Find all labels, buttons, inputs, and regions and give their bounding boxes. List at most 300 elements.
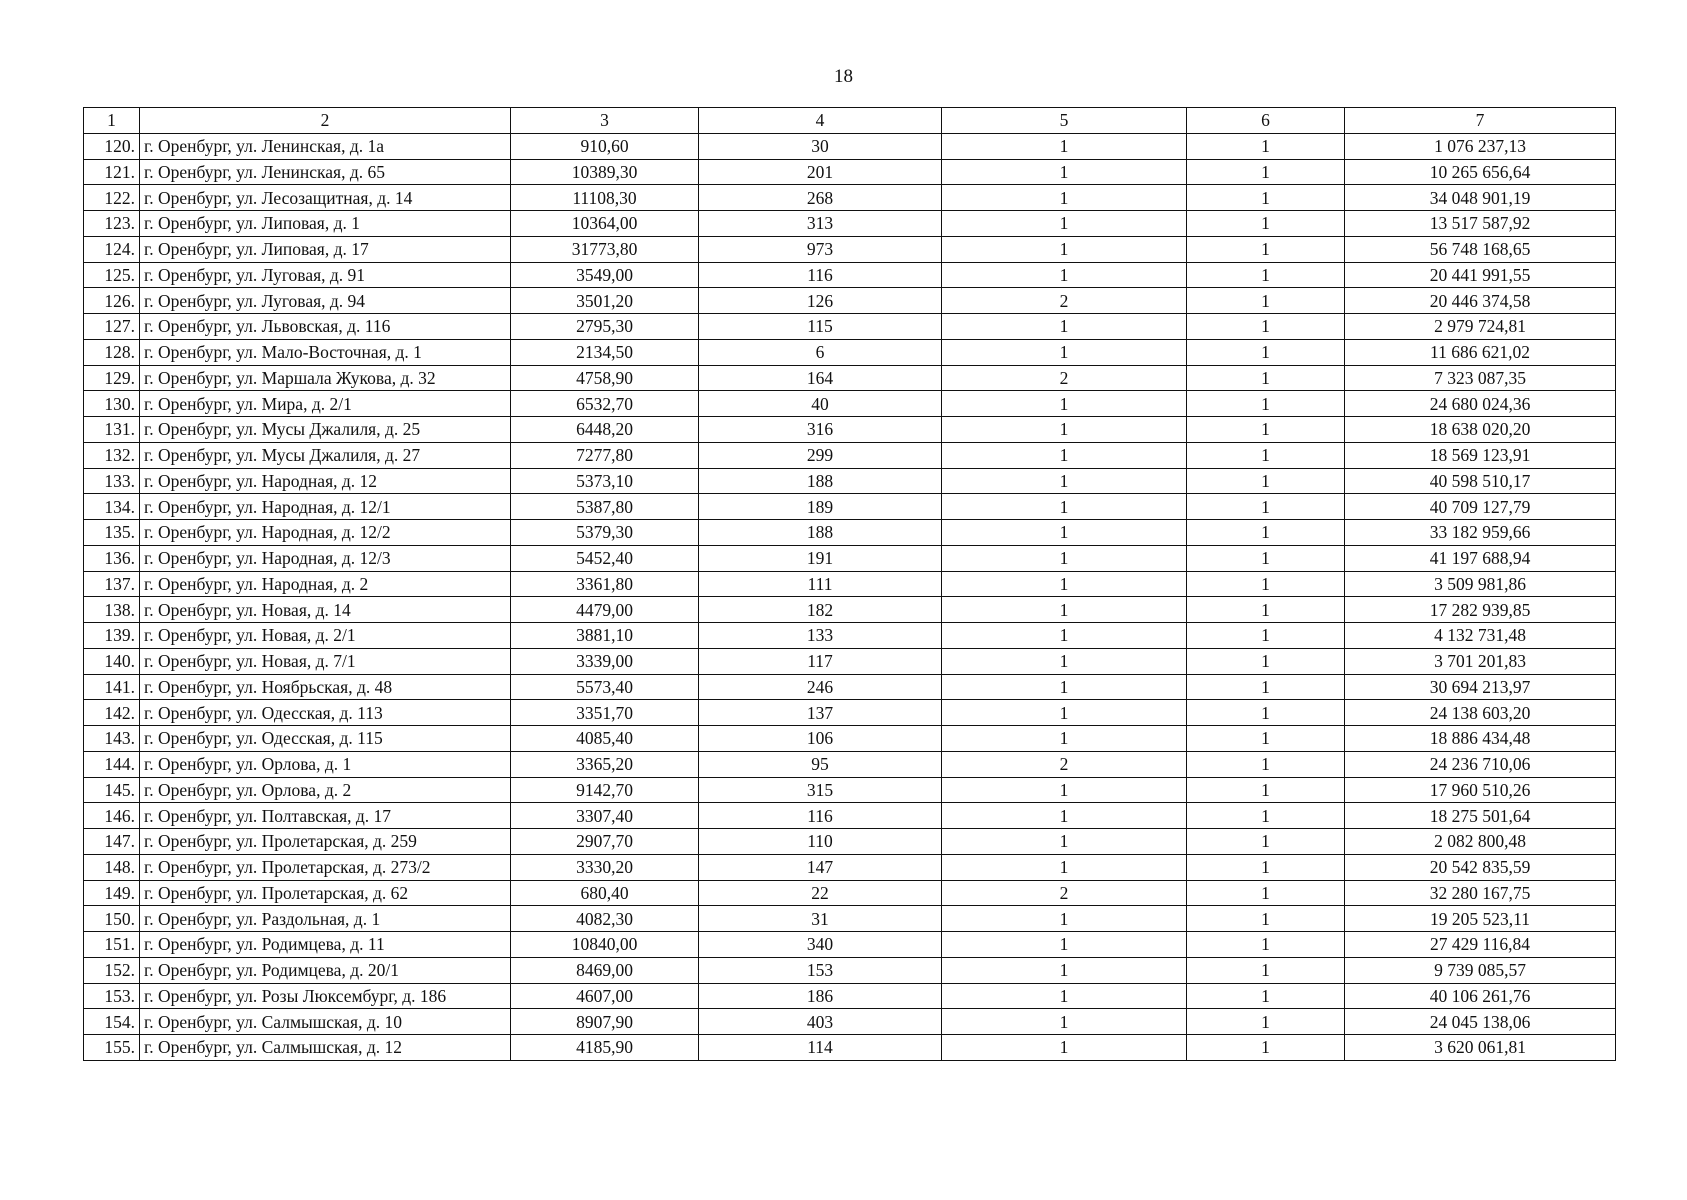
cost-cell: 20 542 835,59 (1345, 854, 1616, 880)
col5-cell: 1 (942, 520, 1187, 546)
residents-cell: 153 (699, 957, 942, 983)
address-cell: г. Оренбург, ул. Одесская, д. 113 (140, 700, 511, 726)
residents-cell: 117 (699, 648, 942, 674)
col6-cell: 1 (1187, 777, 1345, 803)
row-number: 136. (84, 545, 140, 571)
row-number: 153. (84, 983, 140, 1009)
cost-cell: 56 748 168,65 (1345, 236, 1616, 262)
area-cell: 3307,40 (511, 803, 699, 829)
address-cell: г. Оренбург, ул. Салмышская, д. 12 (140, 1035, 511, 1061)
table-row (84, 1035, 1616, 1061)
table-row (84, 468, 1616, 494)
area-cell: 3339,00 (511, 648, 699, 674)
col6-cell: 1 (1187, 314, 1345, 340)
col5-cell: 1 (942, 417, 1187, 443)
address-cell: г. Оренбург, ул. Ленинская, д. 65 (140, 159, 511, 185)
table-row (84, 906, 1616, 932)
area-cell: 6532,70 (511, 391, 699, 417)
address-cell: г. Оренбург, ул. Луговая, д. 94 (140, 288, 511, 314)
col6-cell: 1 (1187, 520, 1345, 546)
table-body (84, 133, 1616, 1060)
residents-cell: 40 (699, 391, 942, 417)
table-row (84, 545, 1616, 571)
col5-cell: 1 (942, 623, 1187, 649)
address-cell: г. Оренбург, ул. Пролетарская, д. 62 (140, 880, 511, 906)
col5-cell: 1 (942, 468, 1187, 494)
table-row (84, 700, 1616, 726)
col6-cell: 1 (1187, 417, 1345, 443)
residents-cell: 164 (699, 365, 942, 391)
row-number: 152. (84, 957, 140, 983)
col6-cell: 1 (1187, 700, 1345, 726)
row-number: 151. (84, 932, 140, 958)
row-number: 133. (84, 468, 140, 494)
residents-cell: 299 (699, 442, 942, 468)
residents-cell: 116 (699, 803, 942, 829)
header-col-1: 1 (84, 108, 140, 134)
address-cell: г. Оренбург, ул. Орлова, д. 2 (140, 777, 511, 803)
col6-cell: 1 (1187, 674, 1345, 700)
row-number: 127. (84, 314, 140, 340)
col5-cell: 1 (942, 854, 1187, 880)
residents-cell: 95 (699, 751, 942, 777)
residents-cell: 133 (699, 623, 942, 649)
row-number: 120. (84, 133, 140, 159)
area-cell: 11108,30 (511, 185, 699, 211)
area-cell: 2134,50 (511, 339, 699, 365)
col6-cell: 1 (1187, 597, 1345, 623)
col5-cell: 2 (942, 365, 1187, 391)
table-row (84, 494, 1616, 520)
col5-cell: 1 (942, 236, 1187, 262)
col6-cell: 1 (1187, 751, 1345, 777)
col6-cell: 1 (1187, 159, 1345, 185)
area-cell: 2795,30 (511, 314, 699, 340)
address-cell: г. Оренбург, ул. Мусы Джалиля, д. 27 (140, 442, 511, 468)
col6-cell: 1 (1187, 932, 1345, 958)
area-cell: 31773,80 (511, 236, 699, 262)
row-number: 134. (84, 494, 140, 520)
area-cell: 6448,20 (511, 417, 699, 443)
address-cell: г. Оренбург, ул. Луговая, д. 91 (140, 262, 511, 288)
row-number: 122. (84, 185, 140, 211)
address-cell: г. Оренбург, ул. Липовая, д. 17 (140, 236, 511, 262)
row-number: 135. (84, 520, 140, 546)
col5-cell: 1 (942, 777, 1187, 803)
address-cell: г. Оренбург, ул. Новая, д. 7/1 (140, 648, 511, 674)
col5-cell: 1 (942, 829, 1187, 855)
col6-cell: 1 (1187, 391, 1345, 417)
row-number: 131. (84, 417, 140, 443)
col5-cell: 1 (942, 957, 1187, 983)
residents-cell: 182 (699, 597, 942, 623)
row-number: 147. (84, 829, 140, 855)
area-cell: 5387,80 (511, 494, 699, 520)
address-cell: г. Оренбург, ул. Народная, д. 12/1 (140, 494, 511, 520)
cost-cell: 20 446 374,58 (1345, 288, 1616, 314)
col5-cell: 1 (942, 983, 1187, 1009)
address-cell: г. Оренбург, ул. Мусы Джалиля, д. 25 (140, 417, 511, 443)
col5-cell: 1 (942, 339, 1187, 365)
area-cell: 4082,30 (511, 906, 699, 932)
residents-cell: 188 (699, 520, 942, 546)
col5-cell: 1 (942, 803, 1187, 829)
table-row (84, 623, 1616, 649)
row-number: 142. (84, 700, 140, 726)
cost-cell: 24 045 138,06 (1345, 1009, 1616, 1035)
col6-cell: 1 (1187, 880, 1345, 906)
residents-cell: 106 (699, 726, 942, 752)
table-row (84, 571, 1616, 597)
cost-cell: 2 082 800,48 (1345, 829, 1616, 855)
row-number: 148. (84, 854, 140, 880)
col5-cell: 1 (942, 442, 1187, 468)
cost-cell: 17 282 939,85 (1345, 597, 1616, 623)
table-row (84, 417, 1616, 443)
col5-cell: 1 (942, 700, 1187, 726)
residents-cell: 973 (699, 236, 942, 262)
cost-cell: 24 138 603,20 (1345, 700, 1616, 726)
address-cell: г. Оренбург, ул. Новая, д. 2/1 (140, 623, 511, 649)
area-cell: 5379,30 (511, 520, 699, 546)
table-row (84, 751, 1616, 777)
table-row (84, 854, 1616, 880)
col5-cell: 1 (942, 545, 1187, 571)
area-cell: 3549,00 (511, 262, 699, 288)
address-cell: г. Оренбург, ул. Маршала Жукова, д. 32 (140, 365, 511, 391)
cost-cell: 24 236 710,06 (1345, 751, 1616, 777)
cost-cell: 3 620 061,81 (1345, 1035, 1616, 1061)
table-row (84, 236, 1616, 262)
residents-cell: 111 (699, 571, 942, 597)
residents-cell: 316 (699, 417, 942, 443)
address-cell: г. Оренбург, ул. Лесозащитная, д. 14 (140, 185, 511, 211)
col5-cell: 2 (942, 288, 1187, 314)
address-cell: г. Оренбург, ул. Ленинская, д. 1а (140, 133, 511, 159)
area-cell: 10364,00 (511, 211, 699, 237)
residents-cell: 313 (699, 211, 942, 237)
cost-cell: 13 517 587,92 (1345, 211, 1616, 237)
col6-cell: 1 (1187, 339, 1345, 365)
area-cell: 5373,10 (511, 468, 699, 494)
row-number: 124. (84, 236, 140, 262)
col5-cell: 1 (942, 391, 1187, 417)
area-cell: 3351,70 (511, 700, 699, 726)
header-col-7: 7 (1345, 108, 1616, 134)
cost-cell: 10 265 656,64 (1345, 159, 1616, 185)
col5-cell: 1 (942, 211, 1187, 237)
cost-cell: 2 979 724,81 (1345, 314, 1616, 340)
residents-cell: 268 (699, 185, 942, 211)
col6-cell: 1 (1187, 726, 1345, 752)
header-col-2: 2 (140, 108, 511, 134)
col6-cell: 1 (1187, 983, 1345, 1009)
header-col-4: 4 (699, 108, 942, 134)
table-row (84, 829, 1616, 855)
col6-cell: 1 (1187, 468, 1345, 494)
area-cell: 4085,40 (511, 726, 699, 752)
cost-cell: 3 701 201,83 (1345, 648, 1616, 674)
residents-cell: 315 (699, 777, 942, 803)
area-cell: 4185,90 (511, 1035, 699, 1061)
table-row (84, 314, 1616, 340)
col5-cell: 1 (942, 133, 1187, 159)
residents-cell: 403 (699, 1009, 942, 1035)
address-cell: г. Оренбург, ул. Раздольная, д. 1 (140, 906, 511, 932)
col5-cell: 1 (942, 597, 1187, 623)
row-number: 145. (84, 777, 140, 803)
cost-cell: 18 569 123,91 (1345, 442, 1616, 468)
col6-cell: 1 (1187, 854, 1345, 880)
address-cell: г. Оренбург, ул. Львовская, д. 116 (140, 314, 511, 340)
address-cell: г. Оренбург, ул. Народная, д. 2 (140, 571, 511, 597)
residents-cell: 189 (699, 494, 942, 520)
cost-cell: 40 106 261,76 (1345, 983, 1616, 1009)
col6-cell: 1 (1187, 442, 1345, 468)
table-row (84, 957, 1616, 983)
cost-cell: 41 197 688,94 (1345, 545, 1616, 571)
area-cell: 3365,20 (511, 751, 699, 777)
table-row (84, 262, 1616, 288)
residents-cell: 246 (699, 674, 942, 700)
col6-cell: 1 (1187, 262, 1345, 288)
row-number: 150. (84, 906, 140, 932)
cost-cell: 30 694 213,97 (1345, 674, 1616, 700)
cost-cell: 40 709 127,79 (1345, 494, 1616, 520)
address-cell: г. Оренбург, ул. Народная, д. 12/2 (140, 520, 511, 546)
header-col-5: 5 (942, 108, 1187, 134)
address-cell: г. Оренбург, ул. Мало-Восточная, д. 1 (140, 339, 511, 365)
row-number: 154. (84, 1009, 140, 1035)
residents-cell: 126 (699, 288, 942, 314)
col6-cell: 1 (1187, 1035, 1345, 1061)
address-cell: г. Оренбург, ул. Ноябрьская, д. 48 (140, 674, 511, 700)
table-row (84, 648, 1616, 674)
area-cell: 5573,40 (511, 674, 699, 700)
cost-cell: 7 323 087,35 (1345, 365, 1616, 391)
col6-cell: 1 (1187, 185, 1345, 211)
table-row (84, 1009, 1616, 1035)
residents-cell: 147 (699, 854, 942, 880)
row-number: 126. (84, 288, 140, 314)
table-row (84, 211, 1616, 237)
area-cell: 4607,00 (511, 983, 699, 1009)
table-row (84, 932, 1616, 958)
row-number: 143. (84, 726, 140, 752)
address-cell: г. Оренбург, ул. Народная, д. 12 (140, 468, 511, 494)
housing-register-table (83, 107, 1616, 1061)
area-cell: 10840,00 (511, 932, 699, 958)
col6-cell: 1 (1187, 648, 1345, 674)
col5-cell: 1 (942, 932, 1187, 958)
area-cell: 4758,90 (511, 365, 699, 391)
area-cell: 5452,40 (511, 545, 699, 571)
residents-cell: 30 (699, 133, 942, 159)
col5-cell: 1 (942, 1035, 1187, 1061)
row-number: 137. (84, 571, 140, 597)
row-number: 130. (84, 391, 140, 417)
cost-cell: 3 509 981,86 (1345, 571, 1616, 597)
cost-cell: 27 429 116,84 (1345, 932, 1616, 958)
area-cell: 9142,70 (511, 777, 699, 803)
area-cell: 10389,30 (511, 159, 699, 185)
cost-cell: 33 182 959,66 (1345, 520, 1616, 546)
table-row (84, 520, 1616, 546)
col6-cell: 1 (1187, 211, 1345, 237)
col6-cell: 1 (1187, 957, 1345, 983)
area-cell: 3501,20 (511, 288, 699, 314)
area-cell: 3361,80 (511, 571, 699, 597)
col6-cell: 1 (1187, 829, 1345, 855)
cost-cell: 40 598 510,17 (1345, 468, 1616, 494)
residents-cell: 110 (699, 829, 942, 855)
residents-cell: 115 (699, 314, 942, 340)
col6-cell: 1 (1187, 1009, 1345, 1035)
row-number: 141. (84, 674, 140, 700)
row-number: 138. (84, 597, 140, 623)
header-col-6: 6 (1187, 108, 1345, 134)
header-col-3: 3 (511, 108, 699, 134)
address-cell: г. Оренбург, ул. Народная, д. 12/3 (140, 545, 511, 571)
area-cell: 7277,80 (511, 442, 699, 468)
address-cell: г. Оренбург, ул. Родимцева, д. 11 (140, 932, 511, 958)
table-row (84, 159, 1616, 185)
address-cell: г. Оренбург, ул. Липовая, д. 1 (140, 211, 511, 237)
col6-cell: 1 (1187, 906, 1345, 932)
table-row (84, 365, 1616, 391)
area-cell: 8469,00 (511, 957, 699, 983)
address-cell: г. Оренбург, ул. Мира, д. 2/1 (140, 391, 511, 417)
residents-cell: 137 (699, 700, 942, 726)
col5-cell: 1 (942, 494, 1187, 520)
header-row (84, 108, 1616, 134)
area-cell: 910,60 (511, 133, 699, 159)
table-row (84, 133, 1616, 159)
col5-cell: 1 (942, 185, 1187, 211)
col6-cell: 1 (1187, 133, 1345, 159)
residents-cell: 6 (699, 339, 942, 365)
address-cell: г. Оренбург, ул. Пролетарская, д. 259 (140, 829, 511, 855)
col5-cell: 2 (942, 751, 1187, 777)
address-cell: г. Оренбург, ул. Розы Люксембург, д. 186 (140, 983, 511, 1009)
col6-cell: 1 (1187, 494, 1345, 520)
col5-cell: 1 (942, 906, 1187, 932)
residents-cell: 116 (699, 262, 942, 288)
area-cell: 680,40 (511, 880, 699, 906)
residents-cell: 191 (699, 545, 942, 571)
area-cell: 4479,00 (511, 597, 699, 623)
table-row (84, 777, 1616, 803)
row-number: 140. (84, 648, 140, 674)
col6-cell: 1 (1187, 288, 1345, 314)
residents-cell: 201 (699, 159, 942, 185)
table-row (84, 185, 1616, 211)
col5-cell: 1 (942, 159, 1187, 185)
cost-cell: 1 076 237,13 (1345, 133, 1616, 159)
address-cell: г. Оренбург, ул. Салмышская, д. 10 (140, 1009, 511, 1035)
cost-cell: 17 960 510,26 (1345, 777, 1616, 803)
table-row (84, 880, 1616, 906)
table-row (84, 339, 1616, 365)
col5-cell: 1 (942, 1009, 1187, 1035)
address-cell: г. Оренбург, ул. Новая, д. 14 (140, 597, 511, 623)
col5-cell: 1 (942, 648, 1187, 674)
cost-cell: 18 886 434,48 (1345, 726, 1616, 752)
row-number: 149. (84, 880, 140, 906)
table-row (84, 983, 1616, 1009)
cost-cell: 20 441 991,55 (1345, 262, 1616, 288)
row-number: 132. (84, 442, 140, 468)
table-row (84, 288, 1616, 314)
cost-cell: 24 680 024,36 (1345, 391, 1616, 417)
table-row (84, 597, 1616, 623)
row-number: 155. (84, 1035, 140, 1061)
col6-cell: 1 (1187, 236, 1345, 262)
residents-cell: 114 (699, 1035, 942, 1061)
cost-cell: 32 280 167,75 (1345, 880, 1616, 906)
row-number: 121. (84, 159, 140, 185)
col6-cell: 1 (1187, 365, 1345, 391)
address-cell: г. Оренбург, ул. Одесская, д. 115 (140, 726, 511, 752)
area-cell: 8907,90 (511, 1009, 699, 1035)
residents-cell: 188 (699, 468, 942, 494)
residents-cell: 340 (699, 932, 942, 958)
cost-cell: 18 638 020,20 (1345, 417, 1616, 443)
col5-cell: 1 (942, 314, 1187, 340)
col5-cell: 2 (942, 880, 1187, 906)
col6-cell: 1 (1187, 545, 1345, 571)
col6-cell: 1 (1187, 571, 1345, 597)
residents-cell: 31 (699, 906, 942, 932)
cost-cell: 11 686 621,02 (1345, 339, 1616, 365)
cost-cell: 18 275 501,64 (1345, 803, 1616, 829)
area-cell: 3881,10 (511, 623, 699, 649)
address-cell: г. Оренбург, ул. Полтавская, д. 17 (140, 803, 511, 829)
table-row (84, 803, 1616, 829)
row-number: 144. (84, 751, 140, 777)
address-cell: г. Оренбург, ул. Пролетарская, д. 273/2 (140, 854, 511, 880)
col5-cell: 1 (942, 571, 1187, 597)
cost-cell: 34 048 901,19 (1345, 185, 1616, 211)
row-number: 146. (84, 803, 140, 829)
row-number: 125. (84, 262, 140, 288)
row-number: 128. (84, 339, 140, 365)
cost-cell: 9 739 085,57 (1345, 957, 1616, 983)
col5-cell: 1 (942, 674, 1187, 700)
residents-cell: 22 (699, 880, 942, 906)
cost-cell: 4 132 731,48 (1345, 623, 1616, 649)
residents-cell: 186 (699, 983, 942, 1009)
row-number: 129. (84, 365, 140, 391)
col6-cell: 1 (1187, 623, 1345, 649)
row-number: 123. (84, 211, 140, 237)
table-row (84, 726, 1616, 752)
address-cell: г. Оренбург, ул. Родимцева, д. 20/1 (140, 957, 511, 983)
col5-cell: 1 (942, 262, 1187, 288)
area-cell: 3330,20 (511, 854, 699, 880)
table-header (84, 108, 1616, 134)
col6-cell: 1 (1187, 803, 1345, 829)
col5-cell: 1 (942, 726, 1187, 752)
area-cell: 2907,70 (511, 829, 699, 855)
address-cell: г. Оренбург, ул. Орлова, д. 1 (140, 751, 511, 777)
table-row (84, 442, 1616, 468)
page-number: 18 (834, 66, 853, 87)
cost-cell: 19 205 523,11 (1345, 906, 1616, 932)
row-number: 139. (84, 623, 140, 649)
table-row (84, 674, 1616, 700)
table-row (84, 391, 1616, 417)
